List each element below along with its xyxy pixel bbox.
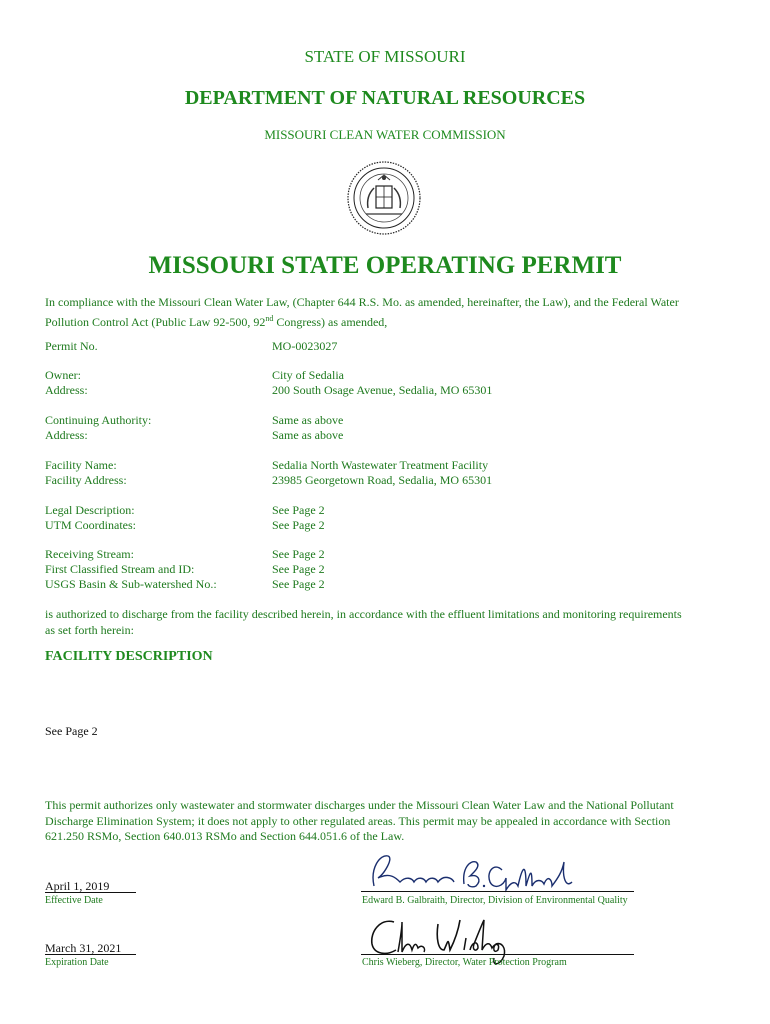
expiration-date-line <box>45 954 136 955</box>
field-label: Address: <box>45 383 88 397</box>
field-value: See Page 2 <box>272 562 325 576</box>
facility-description-text: See Page 2 <box>45 724 98 738</box>
expiration-date: March 31, 2021 <box>45 941 122 955</box>
field-label: UTM Coordinates: <box>45 518 136 532</box>
intro-paragraph <box>45 295 725 330</box>
field-value: Same as above <box>272 428 344 442</box>
field-label: Facility Address: <box>45 473 127 487</box>
permit-title: MISSOURI STATE OPERATING PERMIT <box>148 252 622 279</box>
field-value: Same as above <box>272 413 344 427</box>
field-value: 23985 Georgetown Road, Sedalia, MO 65301 <box>272 473 493 487</box>
signer-1-name: Edward B. Galbraith, Director, Division of Environmental Quality <box>362 895 628 906</box>
intro-line-1: In compliance with the Missouri Clean Water Law, (Chapter 644 R.S. Mo. as amended, hereinafter, the Law), and the Federal Water <box>45 295 679 309</box>
state-seal-icon <box>346 160 422 236</box>
field-label: Continuing Authority: <box>45 413 152 427</box>
signature-line-2 <box>361 954 634 955</box>
notice-line-1: This permit authorizes only wastewater and stormwater discharges under the Missouri Clean Water Law and the National Pollutant <box>45 798 674 812</box>
field-value: See Page 2 <box>272 547 325 561</box>
field-value: Sedalia North Wastewater Treatment Facility <box>272 458 489 472</box>
field-value: See Page 2 <box>272 503 325 517</box>
field-value: See Page 2 <box>272 518 325 532</box>
effective-date-line <box>45 892 136 893</box>
effective-date-label: Effective Date <box>45 895 103 906</box>
field-value: 200 South Osage Avenue, Sedalia, MO 65301 <box>272 383 493 397</box>
authorization-line-2: as set forth herein: <box>45 622 134 637</box>
field-label: USGS Basin & Sub-watershed No.: <box>45 577 217 591</box>
field-label: Address: <box>45 428 88 442</box>
field-label: Permit No. <box>45 339 98 353</box>
signature-galbraith <box>366 848 586 896</box>
notice-paragraph <box>45 798 725 845</box>
facility-description-heading: FACILITY DESCRIPTION <box>45 649 213 664</box>
notice-line-3: 621.250 RSMo, Section 640.013 RSMo and Section 644.051.6 of the Law. <box>45 829 405 843</box>
field-label: Legal Description: <box>45 503 135 517</box>
field-value: See Page 2 <box>272 577 325 591</box>
field-value: MO-0023027 <box>272 339 338 353</box>
department-heading: DEPARTMENT OF NATURAL RESOURCES <box>184 87 586 109</box>
expiration-date-label: Expiration Date <box>45 957 109 968</box>
signer-2-name: Chris Wieberg, Director, Water Protection Program <box>362 957 567 968</box>
field-label: Owner: <box>45 368 81 382</box>
signature-line-1 <box>361 891 634 892</box>
intro-line-2: Pollution Control Act (Public Law 92-500, 92nd Congress) as amended, <box>45 313 388 329</box>
commission-heading: MISSOURI CLEAN WATER COMMISSION <box>264 127 506 142</box>
effective-date: April 1, 2019 <box>45 879 110 893</box>
field-label: Receiving Stream: <box>45 547 134 561</box>
field-value: City of Sedalia <box>272 368 344 382</box>
notice-line-2: Discharge Elimination System; it does not apply to other regulated areas. This permit may be appealed in accordance with Section <box>45 813 671 828</box>
authorization-line-1: is authorized to discharge from the facility described herein, in accordance with the effluent limitations and monitoring requirements <box>45 607 682 621</box>
authorization-paragraph <box>45 607 725 638</box>
state-heading: STATE OF MISSOURI <box>304 47 466 66</box>
field-label: First Classified Stream and ID: <box>45 562 195 576</box>
field-label: Facility Name: <box>45 458 117 472</box>
